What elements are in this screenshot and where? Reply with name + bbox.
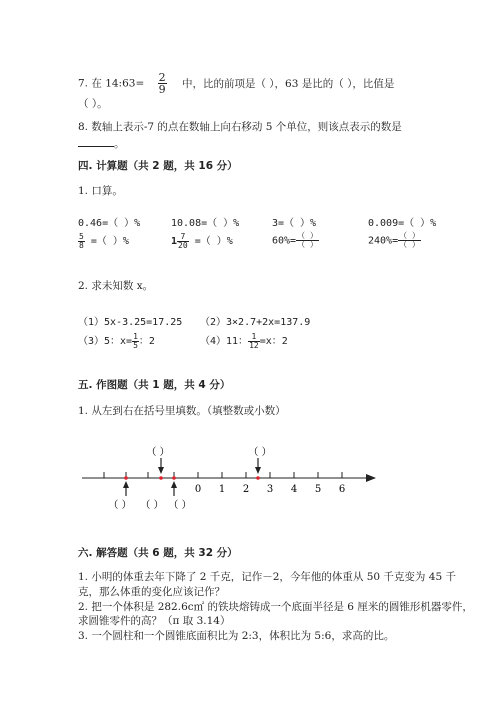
q7-prefix: 7. 在 14:63= <box>78 77 145 90</box>
calc-row2-frac1-den: 8 <box>79 240 84 250</box>
q7-fraction-den: 9 <box>158 83 166 96</box>
section6-q3: 3. 一个圆柱和一个圆锥底面积比为 2:3，体积比为 5:6，求高的比。 <box>78 630 395 642</box>
section4-q1-label: 1. 口算。 <box>78 185 123 197</box>
bottom-paren-2[interactable]: （ ） <box>140 500 164 511</box>
top-paren-2[interactable]: （ ） <box>248 447 272 458</box>
section6-title: 六. 解答题（共 6 题，共 32 分） <box>78 547 238 559</box>
calc-row2-item2-tail: =（ ）% <box>194 236 233 247</box>
calc-row2-frac1-num: 5 <box>79 231 84 241</box>
section5-q1-label: 1. 从左到右在括号里填数。（填整数或小数） <box>78 405 286 417</box>
down-arrow-icon <box>158 458 164 474</box>
equation-4-head: （4）11： <box>200 336 249 347</box>
number-line-arrowhead <box>366 474 376 482</box>
marker-point <box>172 476 176 480</box>
bottom-paren-1[interactable]: （ ） <box>108 500 132 511</box>
equation-1: （1）5x-3.25=17.25 <box>78 317 183 328</box>
calc-row2-item4-head: 240%= <box>368 235 399 247</box>
calc-row2-frac4-num: （ ） <box>399 231 420 240</box>
q7-line2: （ ）。 <box>78 98 108 110</box>
q8-tail: 。 <box>114 138 125 150</box>
bottom-paren-3[interactable]: （ ） <box>168 500 192 511</box>
calc-row1-item1: 0.46=（ ）% <box>78 218 141 229</box>
tick-label-6: 6 <box>338 484 346 495</box>
section6-q2-line2: 求圆锥零件的高？（π 取 3.14） <box>78 615 231 627</box>
equation-3-tail: ：2 <box>138 336 155 347</box>
calc-row1-item2: 10.08=（ ）% <box>171 218 240 229</box>
top-paren-1[interactable]: （ ） <box>146 447 170 458</box>
section4-q2-label: 2. 求未知数 x。 <box>78 280 154 292</box>
section6-q2-line1: 2. 把一个体积是 282.6c㎡ 的铁块熔铸成一个底面半径是 6 厘米的圆锥形机器零件， <box>78 601 473 613</box>
q7-fraction-num: 2 <box>158 71 166 84</box>
equation-2: （2）3×2.7+2x=137.9 <box>200 317 311 328</box>
calc-row1-item4: 0.009=（ ）% <box>368 218 437 229</box>
calc-row2-frac3-num: （ ） <box>297 231 318 240</box>
calc-row2-frac2-den: 20 <box>178 240 188 250</box>
section6-q1-line2: 克，那么体重的变化应该记作？ <box>78 586 225 598</box>
tick-label-1: 1 <box>218 484 226 495</box>
section6-q1-line1: 1. 小明的体重去年下降了 2 千克，记作－2，今年他的体重从 50 千克变为 45 千 <box>78 571 456 583</box>
tick-label-0: 0 <box>194 484 202 495</box>
tick-label-5: 5 <box>314 484 322 495</box>
q7-middle: 中，比的前项是（ ），63 是比的（ ），比值是 <box>181 77 395 90</box>
equation-3-frac-den: 5 <box>133 340 138 350</box>
up-arrow-icon <box>123 481 129 496</box>
marker-point <box>256 476 260 480</box>
calc-row1-item3: 3=（ ）% <box>272 218 317 229</box>
calc-row2-frac4-den: （ ） <box>399 240 420 249</box>
equation-4-frac-den: 12 <box>249 340 259 350</box>
tick-label-4: 4 <box>290 484 298 495</box>
down-arrow-icon <box>255 458 261 474</box>
calc-row2-frac2-num: 7 <box>177 233 189 242</box>
tick-label-2: 2 <box>242 484 250 495</box>
equation-4-frac-num: 1 <box>248 333 260 342</box>
marker-point <box>159 476 163 480</box>
section5-title: 五. 作图题（共 1 题，共 4 分） <box>78 379 231 391</box>
section4-title: 四. 计算题（共 2 题，共 16 分） <box>78 160 238 172</box>
calc-row2-item1-tail: =（ ）% <box>90 236 129 247</box>
equation-4-tail: =x：2 <box>259 336 288 347</box>
marker-point <box>124 476 128 480</box>
calc-row2-item3-head: 60%= <box>272 235 297 247</box>
number-line-ticks <box>104 472 342 478</box>
calc-row2-frac3-den: （ ） <box>297 240 318 249</box>
up-arrow-icon <box>171 481 177 496</box>
q8-line1: 8. 数轴上表示-7 的点在数轴上向右移动 5 个单位，则该点表示的数是 <box>78 121 402 133</box>
equation-3-frac-num: 1 <box>133 331 138 341</box>
equation-3-head: （3）5：x= <box>78 336 133 347</box>
tick-label-3: 3 <box>266 484 274 495</box>
calc-row2-whole: 1 <box>171 236 178 247</box>
